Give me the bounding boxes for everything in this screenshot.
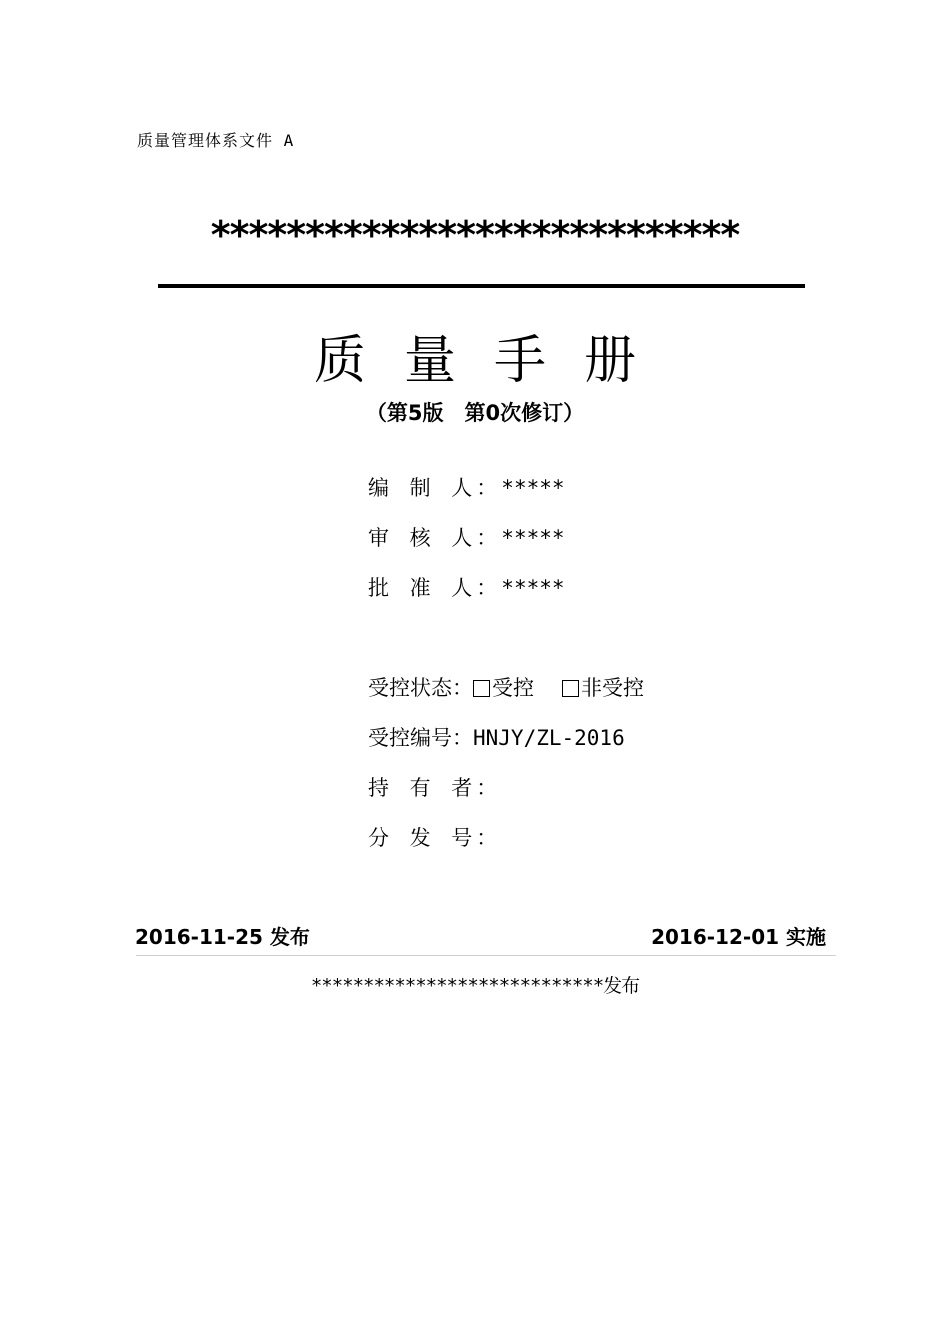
reviewer-value: ***** xyxy=(501,526,565,550)
footer-divider xyxy=(136,955,836,956)
control-status-field xyxy=(368,672,644,702)
controlled-checkbox[interactable] xyxy=(473,680,490,697)
uncontrolled-option-label: 非受控 xyxy=(581,676,644,700)
distribution-field xyxy=(368,822,501,852)
edition-revision: （第5版 第0次修订） xyxy=(365,401,585,425)
document-series-note: 质量管理体系文件 A xyxy=(137,131,295,150)
holder-field xyxy=(368,772,501,802)
compiler-field xyxy=(368,472,565,502)
control-number-field xyxy=(368,722,625,752)
organization-name: **************************** xyxy=(210,213,740,257)
publisher-line: ****************************发布 xyxy=(310,975,640,997)
holder-label: 持 有 者： xyxy=(368,776,502,800)
approver-field xyxy=(368,572,565,602)
approver-value: ***** xyxy=(501,576,565,600)
control-number-label: 受控编号： xyxy=(368,726,473,750)
approver-label: 批 准 人： xyxy=(368,576,502,600)
document-title: 质量手册 xyxy=(313,331,674,391)
title-divider xyxy=(158,284,805,288)
control-number-value: HNJY/ZL-2016 xyxy=(473,726,625,750)
reviewer-label: 审 核 人： xyxy=(368,526,502,550)
control-status-label: 受控状态： xyxy=(368,676,473,700)
compiler-label: 编 制 人： xyxy=(368,476,502,500)
issue-date: 2016-11-25 发布 xyxy=(135,925,310,949)
controlled-option-label: 受控 xyxy=(492,676,534,700)
distribution-number-label: 分 发 号： xyxy=(368,826,502,850)
effective-date: 2016-12-01 实施 xyxy=(651,925,826,949)
compiler-value: ***** xyxy=(501,476,565,500)
uncontrolled-checkbox[interactable] xyxy=(562,680,579,697)
reviewer-field xyxy=(368,522,565,552)
